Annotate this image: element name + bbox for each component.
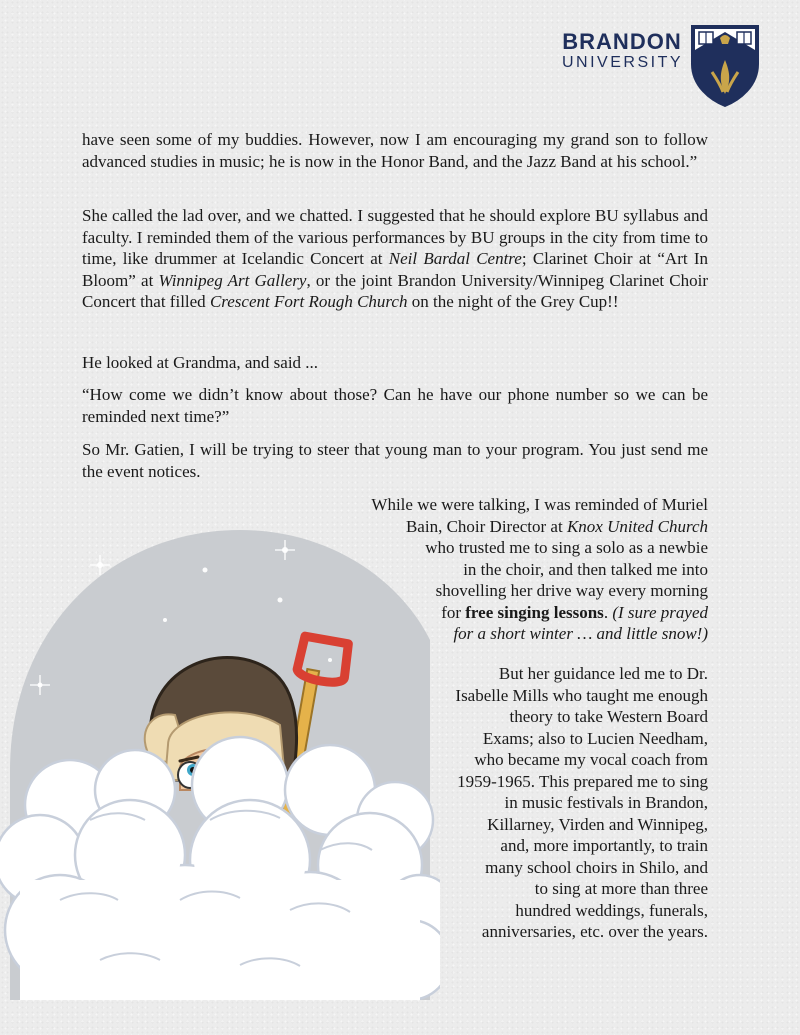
italic-text: Knox United Church <box>566 516 708 536</box>
paragraph-4 <box>82 384 708 427</box>
text-line <box>371 516 708 538</box>
paragraph-1 <box>82 129 708 172</box>
text-segment: Exams; also to Lucien Needham, <box>482 728 708 748</box>
text-line <box>455 749 708 771</box>
text-line <box>371 559 708 581</box>
text-line <box>455 900 708 922</box>
italic-text: Winnipeg Art Gallery <box>158 270 307 290</box>
text-line <box>455 878 708 900</box>
text-segment: for <box>441 602 466 622</box>
logo-line-1: BRANDON <box>562 29 682 54</box>
wrap-paragraph-1 <box>371 494 708 645</box>
text-segment: Killarney, Virden and Winnipeg, <box>487 814 708 834</box>
text-segment: 1959-1965. This prepared me to sing <box>457 771 708 791</box>
text-line <box>455 663 708 685</box>
text-segment: ; Clarinet Choir at “Art In Bloom” at <box>82 249 708 290</box>
text-segment: Isabelle Mills who taught me enough <box>455 685 708 705</box>
italic-text: for a short winter … and little snow!) <box>453 624 708 643</box>
bold-text: free singing lessons <box>465 602 604 622</box>
text-segment: anniversaries, etc. over the years. <box>481 922 708 941</box>
text-line <box>371 494 708 516</box>
italic-text: Neil Bardal Centre <box>388 249 522 268</box>
text-segment: in the choir, and then talked me into <box>463 559 708 579</box>
text-segment: many school choirs in Shilo, and <box>485 857 708 877</box>
logo-line-2: UNIVERSITY <box>562 54 684 71</box>
text-segment: who became my vocal coach from <box>474 750 708 769</box>
text-line <box>455 921 708 943</box>
text-segment: . <box>603 602 613 622</box>
text-line <box>371 623 708 645</box>
text-segment: who trusted me to sing a solo as a newbie <box>425 538 708 557</box>
text-segment: have seen some of my buddies. However, now I am encouraging my grand son to follow advanced studies in music; he is now in the Honor Band, and the Jazz Band at his school.” <box>82 130 708 171</box>
text-segment: and, more importantly, to train <box>500 836 708 855</box>
italic-text: (I sure prayed <box>612 602 708 622</box>
text-segment: to sing at more than three <box>534 879 708 898</box>
text-segment: But her guidance led me to Dr. <box>498 664 708 683</box>
text-segment: , or the joint Brandon University/Winnipeg Clarinet Choir Concert that filled <box>82 270 708 311</box>
text-segment: While we were talking, I was reminded of Muriel <box>371 495 708 514</box>
text-segment: So Mr. Gatien, I will be trying to steer that young man to your program. You just send me the event notices. <box>82 440 708 481</box>
text-line <box>455 728 708 750</box>
text-segment: shovelling her drive way every morning <box>435 581 708 600</box>
text-line <box>455 685 708 707</box>
text-segment: He looked at Grandma, and said ... <box>82 353 319 372</box>
text-segment: theory to take Western Board <box>509 707 708 726</box>
text-line <box>455 706 708 728</box>
text-line <box>371 537 708 559</box>
text-line <box>371 602 708 624</box>
logo-wordmark <box>562 30 682 72</box>
brandon-university-logo <box>562 24 767 114</box>
text-segment: on the night of the Grey Cup!! <box>407 292 619 311</box>
text-line <box>455 771 708 793</box>
text-line <box>455 814 708 836</box>
text-segment: “How come we didn’t know about those? Can he have our phone number so we can be reminded next time?” <box>82 385 708 426</box>
paragraph-2 <box>82 205 708 313</box>
text-line <box>455 857 708 879</box>
wrap-paragraph-2 <box>455 663 708 943</box>
text-segment: Bain, Choir Director at <box>405 516 567 536</box>
text-line <box>455 792 708 814</box>
university-crest-icon <box>690 24 760 108</box>
text-segment: She called the lad over, and we chatted. I suggested that he should explore BU syllabus and faculty. I reminded them of the various performances by BU groups in the city from time to time, like drummer at Icelandic Concert at <box>82 206 708 268</box>
paragraph-3 <box>82 352 708 374</box>
paragraph-5 <box>82 439 708 482</box>
text-segment: hundred weddings, funerals, <box>515 900 708 920</box>
text-line <box>455 835 708 857</box>
text-segment: in music festivals in Brandon, <box>504 793 708 812</box>
italic-text: Crescent Fort Rough Church <box>209 292 408 311</box>
text-line <box>371 580 708 602</box>
